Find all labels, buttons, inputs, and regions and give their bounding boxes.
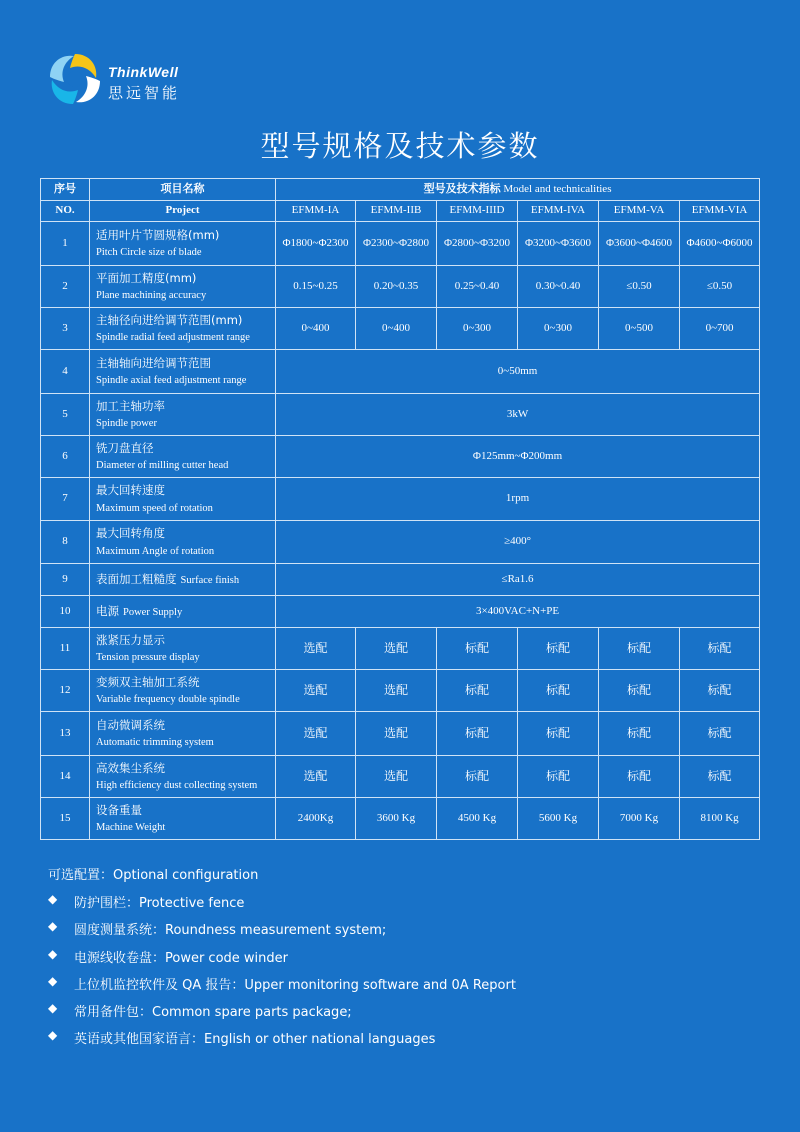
table-row xyxy=(41,798,760,840)
spec-table xyxy=(40,178,760,840)
brand-name-en: ThinkWell xyxy=(108,64,179,80)
spec-value-cell: 选配 xyxy=(356,712,437,756)
row-number: 12 xyxy=(41,670,90,712)
options-heading: 可选配置：Optional configuration xyxy=(48,868,259,883)
project-name-en: Plane machining accuracy xyxy=(96,290,207,302)
project-name-en: Spindle power xyxy=(96,418,157,430)
spec-value-cell: Φ3600~Φ4600 xyxy=(599,222,680,266)
header-project-en: Project xyxy=(90,201,276,222)
project-name-cn: 平面加工精度(mm) xyxy=(96,270,197,285)
project-name-en: Diameter of milling cutter head xyxy=(96,460,229,472)
spec-value-cell: 1rpm xyxy=(276,478,760,521)
project-name-cn: 表面加工粗糙度 xyxy=(96,571,177,586)
spec-value-cell: 8100 Kg xyxy=(680,798,760,840)
option-text: 电源线收卷盘：Power code winder xyxy=(74,950,288,966)
page-title: 型号规格及技术参数 xyxy=(260,129,540,163)
table-row xyxy=(41,521,760,564)
spec-value-cell: 选配 xyxy=(356,670,437,712)
project-name-cn: 主轴轴向进给调节范围 xyxy=(96,355,211,370)
spec-value-cell: 0.15~0.25 xyxy=(276,266,356,308)
project-name-en: Surface finish xyxy=(180,574,240,586)
diamond-bullet-icon: ◆ xyxy=(48,973,58,988)
list-item xyxy=(48,1001,516,1028)
list-item xyxy=(48,947,516,974)
spec-value-cell: 标配 xyxy=(518,756,599,798)
project-name-cn: 最大回转速度 xyxy=(96,483,165,498)
table-row xyxy=(41,308,760,350)
project-name-cn: 电源 xyxy=(96,603,119,618)
spec-value-cell: Φ2800~Φ3200 xyxy=(437,222,518,266)
spec-value-cell: 0~50mm xyxy=(276,350,760,394)
row-number: 7 xyxy=(41,478,90,521)
spec-value-cell: Φ3200~Φ3600 xyxy=(518,222,599,266)
option-text: 常用备件包：Common spare parts package; xyxy=(74,1005,352,1021)
list-item xyxy=(48,1028,516,1055)
spec-value-cell: 0.30~0.40 xyxy=(518,266,599,308)
list-item xyxy=(48,892,516,919)
model-header: EFMM-IA xyxy=(276,201,356,222)
table-row xyxy=(41,564,760,596)
spec-value-cell: 0.20~0.35 xyxy=(356,266,437,308)
project-name-en: Spindle axial feed adjustment range xyxy=(96,375,247,387)
project-name-cn: 适用叶片节圆规格(mm) xyxy=(96,227,220,242)
thinkwell-swirl-icon xyxy=(46,50,104,108)
project-cell xyxy=(90,478,276,521)
row-number: 10 xyxy=(41,596,90,628)
spec-value-cell: 标配 xyxy=(518,670,599,712)
option-text: 防护围栏：Protective fence xyxy=(74,896,245,911)
option-text: 英语或其他国家语言：English or other national languages xyxy=(74,1032,436,1048)
spec-value-cell: Φ2300~Φ2800 xyxy=(356,222,437,266)
spec-value-cell: 选配 xyxy=(276,756,356,798)
company-logo xyxy=(46,50,206,110)
project-cell xyxy=(90,670,276,712)
spec-value-cell: 标配 xyxy=(599,712,680,756)
project-cell xyxy=(90,521,276,564)
project-cell xyxy=(90,628,276,670)
diamond-bullet-icon: ◆ xyxy=(48,946,58,961)
table-row xyxy=(41,478,760,521)
spec-value-cell: 选配 xyxy=(276,628,356,670)
spec-value-cell: 选配 xyxy=(356,628,437,670)
spec-value-cell: 标配 xyxy=(437,756,518,798)
project-name-cn: 主轴径向进给调节范围(mm) xyxy=(96,312,243,327)
project-name-cn: 高效集尘系统 xyxy=(96,760,165,775)
table-row xyxy=(41,756,760,798)
list-item xyxy=(48,919,516,946)
project-name-en: Spindle radial feed adjustment range xyxy=(96,332,250,344)
model-header: EFMM-IVA xyxy=(518,201,599,222)
table-row xyxy=(41,394,760,436)
header-spec-en: Model and technicalities xyxy=(503,182,612,195)
option-text: 圆度测量系统：Roundness measurement system; xyxy=(74,923,387,939)
project-name-cn: 最大回转角度 xyxy=(96,526,165,541)
project-cell xyxy=(90,712,276,756)
row-number: 11 xyxy=(41,628,90,670)
project-name-cn: 加工主轴功率 xyxy=(96,398,165,413)
spec-value-cell: 2400Kg xyxy=(276,798,356,840)
project-cell xyxy=(90,798,276,840)
spec-value-cell: 选配 xyxy=(276,670,356,712)
table-row xyxy=(41,222,760,266)
project-name-cn: 设备重量 xyxy=(96,802,142,817)
table-row xyxy=(41,350,760,394)
project-name-en: High efficiency dust collecting system xyxy=(96,780,258,792)
row-number: 13 xyxy=(41,712,90,756)
list-item xyxy=(48,974,516,1001)
project-cell xyxy=(90,308,276,350)
spec-value-cell: 标配 xyxy=(518,712,599,756)
spec-value-cell: Φ125mm~Φ200mm xyxy=(276,436,760,478)
model-header: EFMM-VA xyxy=(599,201,680,222)
brand-name-cn: 思远智能 xyxy=(108,84,181,102)
project-cell xyxy=(90,436,276,478)
spec-value-cell: 标配 xyxy=(680,756,760,798)
project-name-cn: 变频双主轴加工系统 xyxy=(96,674,200,689)
spec-value-cell: 选配 xyxy=(356,756,437,798)
spec-value-cell: 标配 xyxy=(680,628,760,670)
spec-value-cell: 3600 Kg xyxy=(356,798,437,840)
spec-value-cell: 标配 xyxy=(680,670,760,712)
project-name-en: Power Supply xyxy=(123,606,183,618)
row-number: 14 xyxy=(41,756,90,798)
spec-value-cell: Φ4600~Φ6000 xyxy=(680,222,760,266)
spec-value-cell: 7000 Kg xyxy=(599,798,680,840)
row-number: 8 xyxy=(41,521,90,564)
project-cell xyxy=(90,596,276,628)
spec-value-cell: 标配 xyxy=(599,670,680,712)
row-number: 1 xyxy=(41,222,90,266)
diamond-bullet-icon: ◆ xyxy=(48,892,58,906)
project-cell xyxy=(90,350,276,394)
header-spec-cn: 型号及技术指标 xyxy=(423,182,501,195)
spec-value-cell: 3kW xyxy=(276,394,760,436)
header-project-cn: 项目名称 xyxy=(90,179,276,201)
spec-value-cell: 标配 xyxy=(437,670,518,712)
project-name-en: Variable frequency double spindle xyxy=(96,694,240,706)
project-name-cn: 铣刀盘直径 xyxy=(96,440,154,455)
project-cell xyxy=(90,222,276,266)
table-row xyxy=(41,596,760,628)
project-cell xyxy=(90,756,276,798)
spec-value-cell: 0~700 xyxy=(680,308,760,350)
spec-value-cell: 0~300 xyxy=(518,308,599,350)
project-name-en: Machine Weight xyxy=(96,822,166,834)
project-name-cn: 自动微调系统 xyxy=(96,717,165,732)
diamond-bullet-icon: ◆ xyxy=(48,1001,58,1016)
spec-value-cell: 标配 xyxy=(437,712,518,756)
project-name-en: Tension pressure display xyxy=(96,652,200,664)
spec-value-cell: 标配 xyxy=(518,628,599,670)
spec-value-cell: 标配 xyxy=(599,756,680,798)
project-name-en: Maximum Angle of rotation xyxy=(96,545,215,557)
header-no-cn: 序号 xyxy=(41,179,90,201)
project-name-en: Maximum speed of rotation xyxy=(96,502,213,514)
spec-value-cell: 0~400 xyxy=(276,308,356,350)
spec-value-cell: ≤0.50 xyxy=(680,266,760,308)
project-cell xyxy=(90,394,276,436)
option-text: 上位机监控软件及 QA 报告：Upper monitoring software and 0A Report xyxy=(74,977,516,993)
diamond-bullet-icon: ◆ xyxy=(48,919,58,934)
row-number: 5 xyxy=(41,394,90,436)
table-row xyxy=(41,436,760,478)
project-name-en: Automatic trimming system xyxy=(96,737,214,749)
project-cell xyxy=(90,266,276,308)
row-number: 15 xyxy=(41,798,90,840)
spec-value-cell: 5600 Kg xyxy=(518,798,599,840)
diamond-bullet-icon: ◆ xyxy=(48,1028,58,1043)
table-row xyxy=(41,628,760,670)
header-spec xyxy=(276,179,760,201)
row-number: 3 xyxy=(41,308,90,350)
spec-value-cell: ≤0.50 xyxy=(599,266,680,308)
project-name-en: Pitch Circle size of blade xyxy=(96,247,202,259)
spec-value-cell: ≤Ra1.6 xyxy=(276,564,760,596)
spec-value-cell: 0~500 xyxy=(599,308,680,350)
row-number: 9 xyxy=(41,564,90,596)
spec-value-cell: 3×400VAC+N+PE xyxy=(276,596,760,628)
model-header: EFMM-VIA xyxy=(680,201,760,222)
spec-value-cell: 标配 xyxy=(599,628,680,670)
spec-value-cell: 0~400 xyxy=(356,308,437,350)
row-number: 2 xyxy=(41,266,90,308)
row-number: 6 xyxy=(41,436,90,478)
project-name-cn: 涨紧压力显示 xyxy=(96,632,165,647)
spec-value-cell: Φ1800~Φ2300 xyxy=(276,222,356,266)
spec-value-cell: 标配 xyxy=(680,712,760,756)
table-row xyxy=(41,712,760,756)
spec-value-cell: 选配 xyxy=(276,712,356,756)
spec-value-cell: 0~300 xyxy=(437,308,518,350)
project-cell xyxy=(90,564,276,596)
table-row xyxy=(41,266,760,308)
spec-value-cell: 标配 xyxy=(437,628,518,670)
spec-value-cell: ≥400° xyxy=(276,521,760,564)
spec-value-cell: 4500 Kg xyxy=(437,798,518,840)
model-header: EFMM-IIID xyxy=(437,201,518,222)
optional-configuration xyxy=(48,864,516,1056)
row-number: 4 xyxy=(41,350,90,394)
header-no-en: NO. xyxy=(41,201,90,222)
model-header: EFMM-IIB xyxy=(356,201,437,222)
spec-value-cell: 0.25~0.40 xyxy=(437,266,518,308)
table-row xyxy=(41,670,760,712)
